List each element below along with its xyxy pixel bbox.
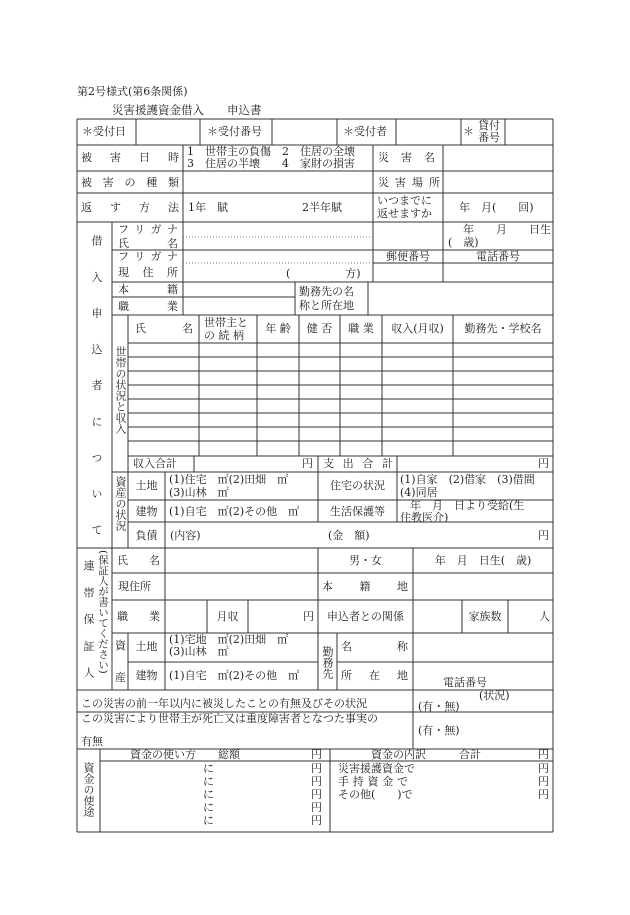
furigana-label-2: フリガナ xyxy=(118,250,178,263)
guarantor-section-label: 連帯保証人 xyxy=(82,560,95,678)
debt-content: (内容) xyxy=(170,529,201,542)
damage-option-line-2: 3 住居の半壊 4 家財の損害 xyxy=(187,157,355,170)
guarantor-family-label: 家族数 xyxy=(468,610,502,623)
loan-number-label-2: 番号 xyxy=(478,131,500,144)
guarantor-phone-label: 電話番号 xyxy=(443,676,487,689)
funds-relief-yen: 円 xyxy=(538,762,549,775)
funds-own: 手持資金で xyxy=(338,775,408,788)
assets-section-label: 資産の状況 xyxy=(114,476,127,531)
reception-number-label: ＊受付番号 xyxy=(207,125,262,138)
guarantor-building-line: (1)自宅 ㎡(2)その他 ㎡ xyxy=(169,669,300,682)
disaster-place-label: 災害場所 xyxy=(378,176,440,189)
debt-amount: (金 額) xyxy=(328,529,370,542)
funds-usage-ni: に xyxy=(203,775,214,788)
form-title: 災害援護資金借入 申込書 xyxy=(112,103,262,117)
funds-breakdown-yen: 円 xyxy=(538,748,549,761)
domicile-label: 本籍 xyxy=(118,283,178,296)
land-label: 土地 xyxy=(135,479,158,492)
housing-status-line-2: (4)同居 xyxy=(400,486,438,499)
funds-usage-ni: に xyxy=(203,814,214,827)
income-total-yen: 円 xyxy=(302,457,313,470)
job-label: 職業 xyxy=(118,300,178,313)
damage-datetime-label: 被害日時 xyxy=(81,151,179,164)
address-label: 現住所 xyxy=(118,266,178,279)
funds-usage-ni: に xyxy=(203,762,214,775)
welfare-label: 生活保護等 xyxy=(330,505,385,518)
housing-status-label: 住宅の状況 xyxy=(330,479,385,492)
name-label: 氏名 xyxy=(118,237,178,250)
household-header-relation-1: 世帯主と xyxy=(204,316,248,329)
guarantor-work-label: 勤務先 xyxy=(321,646,334,679)
address-care-of: ( 方) xyxy=(286,267,361,280)
guarantor-assets-label-2: 産 xyxy=(115,671,126,684)
debt-yen: 円 xyxy=(538,529,549,542)
funds-usage-row-yen: 円 xyxy=(311,775,322,788)
household-header-name: 氏 名 xyxy=(135,322,193,335)
building-label: 建物 xyxy=(135,505,158,518)
funds-usage-ni: に xyxy=(203,801,214,814)
funds-own-yen: 円 xyxy=(538,775,549,788)
loan-number-label-1: 貸付 xyxy=(478,119,500,132)
guarantor-job-label: 職業 xyxy=(117,610,160,623)
household-header-relation-2: の 続 柄 xyxy=(204,329,244,342)
reception-person-label: ＊受付者 xyxy=(343,125,387,138)
funds-usage-header: 資金の使い方 総額 xyxy=(130,748,240,761)
guarantor-monthly-label: 月収 xyxy=(216,610,239,623)
building-line: (1)自宅 ㎡(2)その他 ㎡ xyxy=(169,505,300,518)
land-line-1: (1)住宅 ㎡(2)田畑 ㎡ xyxy=(169,473,289,486)
loan-number-mark: ＊ xyxy=(463,125,474,138)
repay-annual: 1年 賦 xyxy=(188,201,228,214)
expense-total-yen: 円 xyxy=(538,457,549,470)
death-question-line-2: 有無 xyxy=(81,735,103,748)
guarantor-monthly-yen: 円 xyxy=(303,610,314,623)
applicant-section-label: 借入申込者について xyxy=(90,235,103,535)
guarantor-birth: 年 月 日生( 歳) xyxy=(434,554,532,567)
income-total-label: 収入合計 xyxy=(133,457,177,470)
repay-method-label: 返す方法 xyxy=(81,201,179,214)
guarantor-work-name-label: 名称 xyxy=(341,640,408,653)
guarantor-sex: 男・女 xyxy=(349,554,382,567)
funds-relief: 災害援護資金で xyxy=(338,762,415,775)
funds-usage-yen: 円 xyxy=(311,748,322,761)
guarantor-work-location-label: 所在地 xyxy=(341,669,408,682)
furigana-label: フリガナ xyxy=(118,223,178,236)
damage-option-line-1: 1 世帯主の負傷 2 住居の全壊 xyxy=(187,145,355,158)
reception-date-label: ＊受付日 xyxy=(82,125,126,138)
guarantor-land-line-1: (1)宅地 ㎡(2)田畑 ㎡ xyxy=(169,633,289,646)
housing-status-line-1: (1)自家 (2)借家 (3)借間 xyxy=(400,473,535,486)
household-header-health: 健 否 xyxy=(306,322,333,335)
death-yesno: (有・無) xyxy=(418,724,460,737)
guarantor-building-label: 建物 xyxy=(135,669,158,682)
welfare-line-2: 住教医介) xyxy=(400,511,449,524)
phone-label: 電話番号 xyxy=(476,250,520,263)
funds-usage-ni: に xyxy=(203,788,214,801)
previous-disaster-question: この災害の前一年以内に被災したことの有無及びその状況 xyxy=(81,697,367,710)
guarantor-domicile-label: 本籍地 xyxy=(322,580,408,593)
repay-until-2: 返せますか xyxy=(377,207,432,220)
household-section-label: 世帯の状況と収入 xyxy=(114,346,127,434)
damage-type-label: 被害の種類 xyxy=(81,176,179,189)
guarantor-address-label: 現住所 xyxy=(118,580,151,593)
guarantor-land-label: 土地 xyxy=(135,640,158,653)
form-number: 第2号様式(第6条関係) xyxy=(77,85,188,98)
repay-year-month: 年 月( 回) xyxy=(459,201,534,214)
postal-code-label: 郵便番号 xyxy=(386,250,430,263)
guarantor-land-line-2: (3)山林 ㎡ xyxy=(169,645,229,658)
funds-usage-row-yen: 円 xyxy=(311,788,322,801)
funds-breakdown-header: 資金の内訳 合計 xyxy=(371,748,481,761)
funds-section-label: 資金の使途 xyxy=(82,762,95,817)
funds-usage-row-yen: 円 xyxy=(311,801,322,814)
repay-semiannual: 2半年賦 xyxy=(302,201,342,214)
guarantor-name-label: 氏名 xyxy=(117,554,160,567)
guarantor-note: (保証人が書いてください) xyxy=(97,550,109,674)
guarantor-assets-label-1: 資 xyxy=(115,639,126,652)
funds-other: その他( )で xyxy=(338,788,413,801)
previous-disaster-situation: (状況) xyxy=(479,689,510,702)
age: ( 歳) xyxy=(448,236,479,249)
funds-usage-row-yen: 円 xyxy=(311,762,322,775)
household-header-income: 収入(月収) xyxy=(391,322,444,335)
funds-other-yen: 円 xyxy=(538,788,549,801)
welfare-line-1: 年 月 日より受給(生 xyxy=(410,499,525,512)
guarantor-family-unit: 人 xyxy=(539,610,550,623)
repay-until-1: いつまでに xyxy=(377,194,432,207)
workplace-label-2: 称と所在地 xyxy=(299,299,354,312)
workplace-label-1: 勤務先の名 xyxy=(299,285,354,298)
death-question-line-1: この災害により世帯主が死亡又は重度障害者となつた事実の xyxy=(81,712,378,725)
funds-usage-row-yen: 円 xyxy=(311,814,322,827)
previous-disaster-yesno: (有・無) xyxy=(418,700,460,713)
guarantor-relation-label: 申込者との関係 xyxy=(327,610,404,623)
expense-total-label: 支出合計 xyxy=(323,457,393,470)
household-header-workplace: 勤務先・学校名 xyxy=(464,322,542,335)
debt-label: 負債 xyxy=(135,529,158,542)
land-line-2: (3)山林 ㎡ xyxy=(169,486,229,499)
disaster-name-label: 災害名 xyxy=(378,151,435,164)
household-header-age: 年 齢 xyxy=(265,322,291,335)
household-header-job: 職 業 xyxy=(348,322,374,335)
birth-date: 年 月 日生 xyxy=(463,223,551,236)
